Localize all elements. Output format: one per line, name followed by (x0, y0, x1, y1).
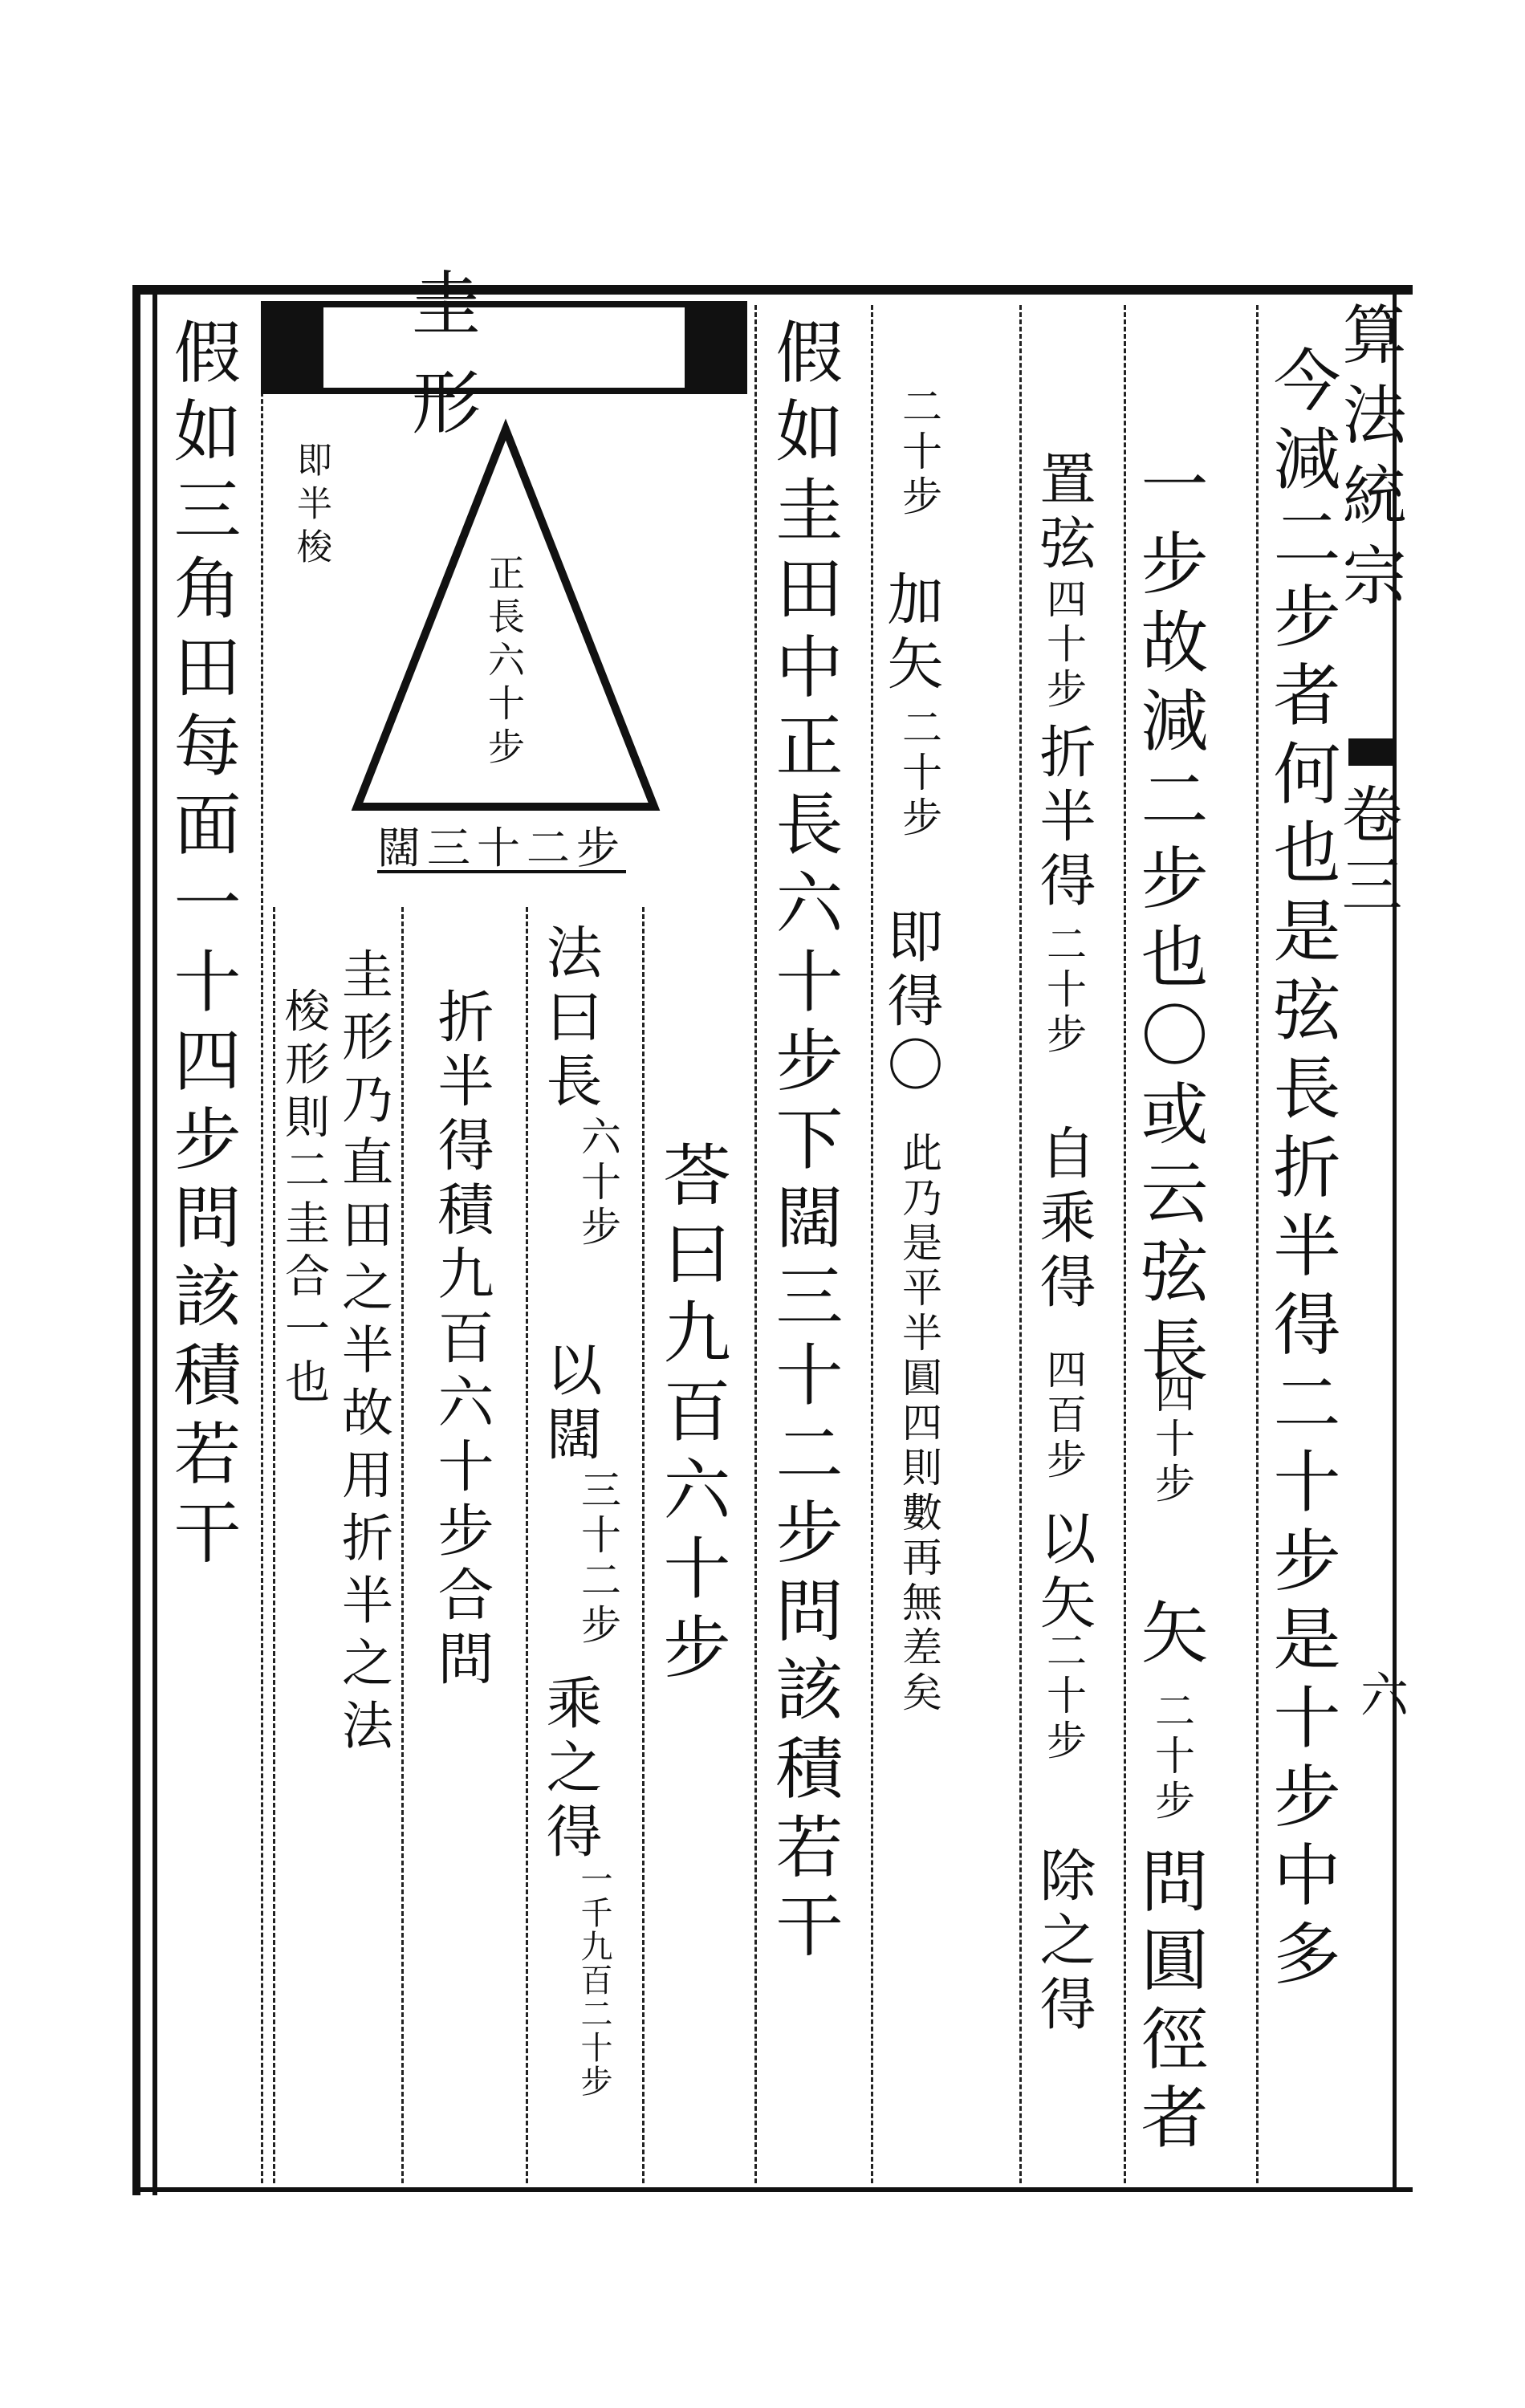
column-divider (754, 305, 757, 2183)
column-divider (1256, 305, 1259, 2183)
method-text: 以闊 (537, 1340, 603, 1469)
method-text: 乘之得 (537, 1674, 603, 1866)
column-divider (1019, 305, 1022, 2183)
annotation: 二十步 (1040, 923, 1087, 1058)
side-label: 即半梭 (291, 441, 331, 571)
text-column: 置弦 (1031, 449, 1096, 578)
problem-question: 假如三角田每面一十四步問該積若干 (163, 317, 242, 1576)
height-label: 正長六十步 (482, 554, 526, 771)
method-text: 折半得積九百六十步合問 (429, 987, 494, 1694)
folio-number: 六 (1352, 1670, 1409, 1718)
volume-label: 卷三 (1332, 783, 1403, 924)
text-column: 折半得 (1031, 722, 1096, 915)
annotation: 此乃是平半圓四則數再無差矣 (896, 1132, 942, 1716)
section-banner (261, 264, 747, 444)
text-column: 即得〇 (878, 907, 944, 1100)
column-divider (273, 907, 275, 2183)
text-column: 問圓徑者 (1130, 1846, 1209, 2161)
text-column: 一步故減二步也〇或云弦長 (1130, 449, 1209, 1393)
column-divider (1124, 305, 1126, 2183)
annotation: 二十步 (1149, 1690, 1195, 1824)
annotation: 二十步 (896, 385, 942, 520)
frame-left-rule-outer (132, 285, 140, 2195)
base-label: 闊三十二步 (377, 823, 626, 873)
method-annotation: 一千九百二十步 (575, 1862, 612, 2098)
annotation: 二十步 (1040, 1629, 1087, 1764)
method-annotation: 六十步 (575, 1116, 621, 1251)
method-annotation: 三十二步 (575, 1469, 621, 1649)
column-divider (261, 305, 263, 2183)
section-title: 圭形 (412, 264, 625, 444)
text-column: 加矢 (878, 570, 944, 698)
annotation: 四十步 (1040, 578, 1087, 713)
answer-text: 荅曰九百六十步 (653, 1140, 731, 1690)
text-column: 矢 (1130, 1597, 1209, 1676)
frame-bottom-rule (136, 2187, 1413, 2192)
method-text: 法曰長 (537, 923, 603, 1116)
commentary-annotation: 梭形則二圭合一也 (278, 987, 330, 1411)
annotation: 四十步 (1149, 1373, 1195, 1507)
frame-left-rule-inner (152, 285, 157, 2195)
annotation: 二十步 (896, 706, 942, 841)
text-column: 自乘得 (1031, 1124, 1096, 1316)
book-title: 算法統宗 (1332, 301, 1406, 622)
text-column: 以矢 (1031, 1509, 1096, 1637)
annotation: 四百步 (1040, 1348, 1087, 1483)
diagram-panel (265, 393, 746, 907)
column-divider (871, 305, 873, 2183)
commentary-text: 圭形乃直田之半故用折半之法 (333, 947, 392, 1761)
text-column: 今減二步者何也是弦長折半得二十步是十步中多 (1263, 345, 1341, 1997)
banner-ornament-right (685, 307, 741, 388)
column-divider (526, 907, 528, 2183)
column-divider (642, 907, 645, 2183)
column-divider (401, 907, 404, 2183)
header-marker (1348, 738, 1397, 766)
banner-ornament-left (267, 307, 323, 388)
problem-question: 假如圭田中正長六十步下闊三十二步問該積若干 (765, 317, 844, 1969)
text-column: 除之得 (1031, 1846, 1096, 2039)
